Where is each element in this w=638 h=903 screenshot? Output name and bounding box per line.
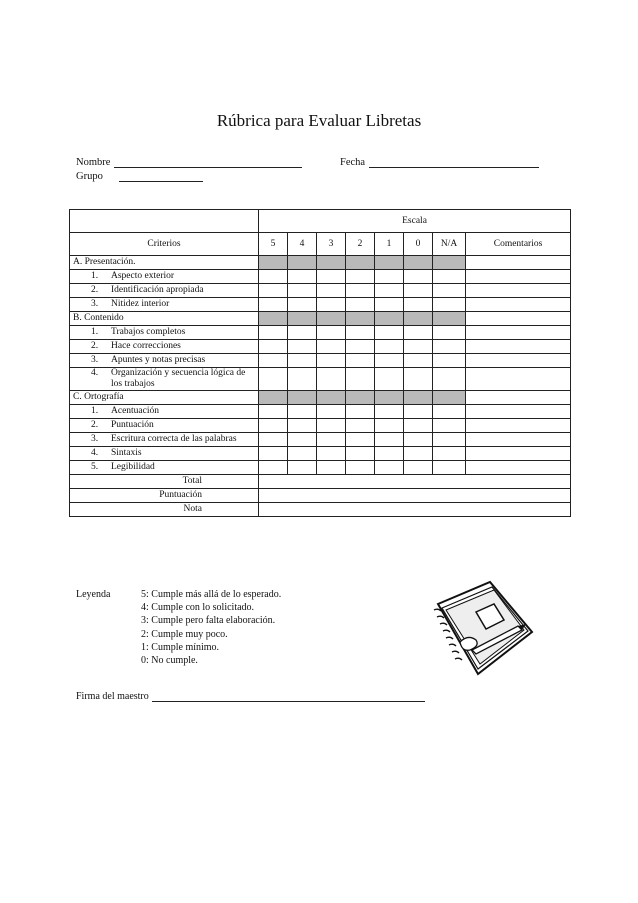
comment-cell[interactable] bbox=[466, 405, 571, 419]
score-cell[interactable] bbox=[404, 326, 433, 340]
criterion-row bbox=[70, 270, 571, 284]
criterion-label: Nitidez interior bbox=[111, 299, 170, 309]
score-cell[interactable] bbox=[346, 405, 375, 419]
firma-field[interactable] bbox=[76, 691, 425, 702]
legend-item: 4: Cumple con lo solicitado. bbox=[141, 602, 255, 614]
shaded-cell bbox=[375, 256, 404, 270]
criterion-number: 1. bbox=[91, 406, 99, 416]
footer-row bbox=[70, 489, 571, 503]
score-cell[interactable] bbox=[375, 340, 404, 354]
criterion-cell bbox=[70, 447, 259, 461]
comment-cell[interactable] bbox=[466, 447, 571, 461]
score-cell[interactable] bbox=[288, 340, 317, 354]
shaded-cell bbox=[433, 391, 466, 405]
page-title: Rúbrica para Evaluar Libretas bbox=[216, 111, 422, 130]
score-cell[interactable] bbox=[375, 461, 404, 475]
criterion-number: 3. bbox=[91, 434, 99, 444]
score-cell[interactable] bbox=[259, 433, 288, 447]
score-cell[interactable] bbox=[404, 354, 433, 368]
score-cell[interactable] bbox=[404, 419, 433, 433]
footer-label: Nota bbox=[70, 503, 259, 517]
criterion-number: 5. bbox=[91, 462, 99, 472]
comment-cell[interactable] bbox=[466, 284, 571, 298]
section-row bbox=[70, 391, 571, 405]
criterion-row bbox=[70, 405, 571, 419]
criterion-row bbox=[70, 419, 571, 433]
score-cell[interactable] bbox=[404, 447, 433, 461]
footer-value-cell[interactable] bbox=[259, 503, 571, 517]
legend-item: 5: Cumple más allá de lo esperado. bbox=[141, 589, 282, 600]
criterion-label: Acentuación bbox=[111, 406, 160, 416]
score-cell[interactable] bbox=[433, 419, 466, 433]
score-cell[interactable] bbox=[433, 433, 466, 447]
comment-cell[interactable] bbox=[466, 298, 571, 312]
legend-list bbox=[141, 588, 281, 667]
score-cell[interactable] bbox=[433, 326, 466, 340]
score-cell[interactable] bbox=[259, 340, 288, 354]
scale-header-cell: 3 bbox=[317, 233, 346, 256]
criterion-cell bbox=[70, 326, 259, 340]
criterion-cell bbox=[70, 368, 259, 391]
score-cell[interactable] bbox=[259, 326, 288, 340]
score-cell[interactable] bbox=[375, 433, 404, 447]
criterion-number: 3. bbox=[91, 355, 99, 365]
firma-line[interactable] bbox=[152, 692, 425, 702]
criterion-label: Puntuación bbox=[111, 420, 154, 430]
score-cell[interactable] bbox=[317, 433, 346, 447]
footer-label: Total bbox=[70, 475, 259, 489]
criterion-row bbox=[70, 340, 571, 354]
score-cell[interactable] bbox=[404, 368, 433, 391]
nombre-label: Nombre bbox=[76, 157, 111, 168]
score-cell[interactable] bbox=[317, 326, 346, 340]
section-row bbox=[70, 312, 571, 326]
criterion-label: Trabajos completos bbox=[111, 327, 186, 337]
score-cell[interactable] bbox=[433, 461, 466, 475]
score-cell[interactable] bbox=[404, 405, 433, 419]
score-cell[interactable] bbox=[375, 354, 404, 368]
shaded-cell bbox=[375, 391, 404, 405]
criterios-header: Criterios bbox=[70, 233, 259, 256]
legend-item: 0: No cumple. bbox=[141, 655, 198, 667]
shaded-cell bbox=[259, 312, 288, 326]
shaded-cell bbox=[317, 391, 346, 405]
scale-header-cell: N/A bbox=[433, 233, 466, 256]
empty-header-cell bbox=[70, 210, 259, 233]
comment-cell[interactable] bbox=[466, 326, 571, 340]
criterion-row bbox=[70, 284, 571, 298]
criterion-label: Aspecto exterior bbox=[111, 271, 175, 281]
legend-item: 3: Cumple pero falta elaboración. bbox=[141, 615, 276, 627]
criterion-number: 3. bbox=[91, 299, 99, 309]
score-cell[interactable] bbox=[375, 298, 404, 312]
shaded-cell bbox=[288, 391, 317, 405]
score-cell[interactable] bbox=[404, 433, 433, 447]
score-cell[interactable] bbox=[288, 284, 317, 298]
legend-label: Leyenda bbox=[76, 589, 111, 600]
legend-item: 1: Cumple mínimo. bbox=[141, 641, 220, 653]
score-cell[interactable] bbox=[259, 298, 288, 312]
score-cell[interactable] bbox=[433, 270, 466, 284]
criterion-label: Organización y secuencia lógica de los trabajos bbox=[111, 368, 246, 389]
shaded-cell bbox=[346, 391, 375, 405]
footer-value-cell[interactable] bbox=[259, 489, 571, 503]
score-cell[interactable] bbox=[346, 447, 375, 461]
criterion-label: Apuntes y notas precisas bbox=[111, 355, 206, 365]
comment-cell[interactable] bbox=[466, 312, 571, 326]
criterion-cell bbox=[70, 270, 259, 284]
criterion-cell bbox=[70, 354, 259, 368]
criterion-cell bbox=[70, 419, 259, 433]
comment-cell[interactable] bbox=[466, 270, 571, 284]
criterion-cell bbox=[70, 284, 259, 298]
score-cell[interactable] bbox=[346, 354, 375, 368]
scale-header-cell: 1 bbox=[375, 233, 404, 256]
footer-row bbox=[70, 475, 571, 489]
score-cell[interactable] bbox=[346, 340, 375, 354]
score-cell[interactable] bbox=[346, 270, 375, 284]
score-cell[interactable] bbox=[288, 461, 317, 475]
shaded-cell bbox=[433, 312, 466, 326]
score-cell[interactable] bbox=[433, 298, 466, 312]
fecha-line[interactable] bbox=[369, 158, 539, 168]
score-cell[interactable] bbox=[288, 298, 317, 312]
shaded-cell bbox=[288, 256, 317, 270]
score-cell[interactable] bbox=[259, 284, 288, 298]
grupo-line[interactable] bbox=[119, 172, 203, 182]
score-cell[interactable] bbox=[259, 368, 288, 391]
section-title: B. Contenido bbox=[70, 312, 259, 326]
score-cell[interactable] bbox=[433, 447, 466, 461]
rubric-table bbox=[69, 209, 571, 517]
score-cell[interactable] bbox=[375, 419, 404, 433]
score-cell[interactable] bbox=[317, 340, 346, 354]
criterion-number: 2. bbox=[91, 285, 99, 295]
criterion-row bbox=[70, 461, 571, 475]
score-cell[interactable] bbox=[375, 405, 404, 419]
score-cell[interactable] bbox=[288, 447, 317, 461]
score-cell[interactable] bbox=[346, 284, 375, 298]
notebook-with-pencil-icon bbox=[420, 574, 540, 679]
footer-label: Puntuación bbox=[70, 489, 259, 503]
score-cell[interactable] bbox=[375, 270, 404, 284]
criterion-number: 1. bbox=[91, 271, 99, 281]
criterion-row bbox=[70, 368, 571, 391]
criterion-cell bbox=[70, 340, 259, 354]
score-cell[interactable] bbox=[288, 354, 317, 368]
criterion-cell bbox=[70, 298, 259, 312]
score-cell[interactable] bbox=[259, 419, 288, 433]
shaded-cell bbox=[375, 312, 404, 326]
comment-cell[interactable] bbox=[466, 433, 571, 447]
scale-header-cell: 2 bbox=[346, 233, 375, 256]
section-title: A. Presentación. bbox=[70, 256, 259, 270]
score-cell[interactable] bbox=[433, 405, 466, 419]
nombre-line[interactable] bbox=[114, 158, 302, 168]
score-cell[interactable] bbox=[317, 354, 346, 368]
score-cell[interactable] bbox=[346, 461, 375, 475]
comment-cell[interactable] bbox=[466, 340, 571, 354]
shaded-cell bbox=[346, 312, 375, 326]
score-cell[interactable] bbox=[317, 284, 346, 298]
score-cell[interactable] bbox=[404, 461, 433, 475]
score-cell[interactable] bbox=[288, 368, 317, 391]
criterion-row bbox=[70, 298, 571, 312]
score-cell[interactable] bbox=[346, 419, 375, 433]
comment-cell[interactable] bbox=[466, 419, 571, 433]
nombre-field[interactable] bbox=[76, 157, 302, 168]
grupo-field[interactable] bbox=[76, 171, 203, 182]
score-cell[interactable] bbox=[317, 368, 346, 391]
score-cell[interactable] bbox=[259, 270, 288, 284]
score-cell[interactable] bbox=[404, 340, 433, 354]
score-cell[interactable] bbox=[288, 405, 317, 419]
shaded-cell bbox=[404, 256, 433, 270]
score-cell[interactable] bbox=[317, 447, 346, 461]
score-cell[interactable] bbox=[259, 447, 288, 461]
score-cell[interactable] bbox=[433, 284, 466, 298]
score-cell[interactable] bbox=[375, 368, 404, 391]
score-cell[interactable] bbox=[346, 368, 375, 391]
criterion-number: 2. bbox=[91, 341, 99, 351]
comment-cell[interactable] bbox=[466, 461, 571, 475]
comentarios-header: Comentarios bbox=[466, 233, 571, 256]
score-cell[interactable] bbox=[433, 368, 466, 391]
score-cell[interactable] bbox=[433, 340, 466, 354]
scale-header-cell: 0 bbox=[404, 233, 433, 256]
criterion-row bbox=[70, 447, 571, 461]
score-cell[interactable] bbox=[317, 419, 346, 433]
firma-label: Firma del maestro bbox=[76, 691, 149, 702]
shaded-cell bbox=[259, 256, 288, 270]
score-cell[interactable] bbox=[317, 298, 346, 312]
criterion-cell bbox=[70, 461, 259, 475]
score-cell[interactable] bbox=[346, 298, 375, 312]
criterion-label: Hace correcciones bbox=[111, 341, 181, 351]
shaded-cell bbox=[259, 391, 288, 405]
criterion-cell bbox=[70, 433, 259, 447]
footer-value-cell[interactable] bbox=[259, 475, 571, 489]
grupo-label: Grupo bbox=[76, 171, 103, 182]
criterion-label: Legibilidad bbox=[111, 462, 155, 472]
score-cell[interactable] bbox=[375, 284, 404, 298]
shaded-cell bbox=[346, 256, 375, 270]
score-cell[interactable] bbox=[288, 433, 317, 447]
shaded-cell bbox=[317, 312, 346, 326]
comment-cell[interactable] bbox=[466, 354, 571, 368]
score-cell[interactable] bbox=[259, 405, 288, 419]
comment-cell[interactable] bbox=[466, 391, 571, 405]
score-cell[interactable] bbox=[433, 354, 466, 368]
scale-header-cell: 4 bbox=[288, 233, 317, 256]
criterion-cell bbox=[70, 405, 259, 419]
footer-row bbox=[70, 503, 571, 517]
criterion-number: 2. bbox=[91, 420, 99, 430]
criterion-label: Identificación apropiada bbox=[111, 285, 204, 295]
legend-item: 2: Cumple muy poco. bbox=[141, 628, 228, 640]
score-cell[interactable] bbox=[317, 405, 346, 419]
score-cell[interactable] bbox=[317, 461, 346, 475]
fecha-field[interactable] bbox=[340, 157, 539, 168]
criterion-number: 4. bbox=[91, 448, 99, 458]
section-title: C. Ortografía bbox=[70, 391, 259, 405]
score-cell[interactable] bbox=[404, 270, 433, 284]
shaded-cell bbox=[288, 312, 317, 326]
score-cell[interactable] bbox=[375, 326, 404, 340]
criterion-label: Escritura correcta de las palabras bbox=[111, 434, 237, 444]
scale-header-cell: 5 bbox=[259, 233, 288, 256]
score-cell[interactable] bbox=[259, 461, 288, 475]
score-cell[interactable] bbox=[404, 298, 433, 312]
shaded-cell bbox=[433, 256, 466, 270]
section-row bbox=[70, 256, 571, 270]
score-cell[interactable] bbox=[288, 326, 317, 340]
score-cell[interactable] bbox=[317, 270, 346, 284]
score-cell[interactable] bbox=[259, 354, 288, 368]
score-cell[interactable] bbox=[346, 433, 375, 447]
score-cell[interactable] bbox=[288, 419, 317, 433]
shaded-cell bbox=[404, 312, 433, 326]
shaded-cell bbox=[317, 256, 346, 270]
fecha-label: Fecha bbox=[340, 157, 366, 168]
criterion-label: Sintaxis bbox=[111, 448, 142, 458]
shaded-cell bbox=[404, 391, 433, 405]
score-cell[interactable] bbox=[375, 447, 404, 461]
criterion-row bbox=[70, 354, 571, 368]
comment-cell[interactable] bbox=[466, 256, 571, 270]
score-cell[interactable] bbox=[346, 326, 375, 340]
comment-cell[interactable] bbox=[466, 368, 571, 391]
criterion-row bbox=[70, 433, 571, 447]
score-cell[interactable] bbox=[288, 270, 317, 284]
criterion-number: 4. bbox=[91, 368, 99, 378]
criterion-row bbox=[70, 326, 571, 340]
score-cell[interactable] bbox=[404, 284, 433, 298]
escala-header: Escala bbox=[259, 210, 571, 233]
criterion-number: 1. bbox=[91, 327, 99, 337]
